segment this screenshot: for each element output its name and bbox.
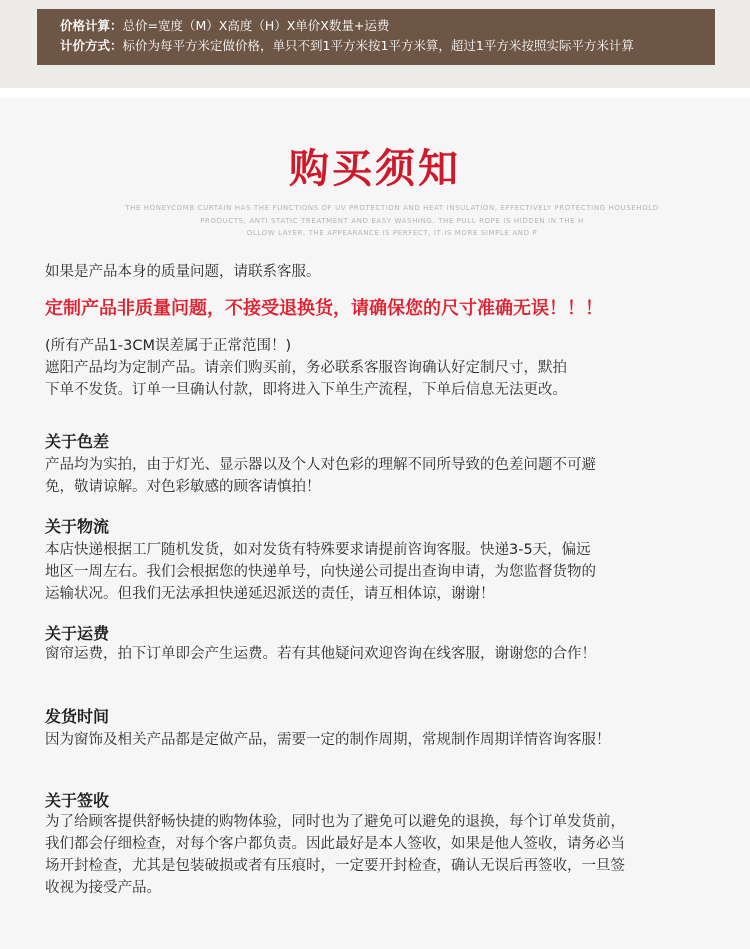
section-heading-shipping-fee: 关于运费 [45, 624, 110, 643]
section-line: 收视为接受产品。 [45, 880, 161, 896]
section-line: 我们都会仔细检查，对每个客户都负责。因此最好是本人签收，如果是他人签收，请务必当 [45, 836, 625, 852]
section-heading-logistics: 关于物流 [45, 517, 110, 536]
section-separator [0, 88, 750, 98]
section-body-logistics [45, 539, 705, 605]
section-line: 运输状况。但我们无法承担快递延迟派送的责任，请互相体谅，谢谢！ [45, 586, 495, 602]
page-title: 购买须知 [289, 146, 461, 192]
section-heading-sign-for-receipt: 关于签收 [45, 791, 110, 810]
section-body-color-difference [45, 454, 705, 498]
section-body-delivery-time [45, 729, 705, 751]
section-body-sign-for-receipt [45, 811, 705, 899]
english-subtitle: THE HONEYCOMB CURTAIN HAS THE FUNCTIONS OF UV PROTECTION AND HEAT INSULATION, EFFECTIVELY PROTECTING HOUSEHOLD PRODUCTS, ANTI STATIC TREATMENT AND EASY WASHING. THE PULL ROPE IS HIDDEN IN THE H OLLOW LAYER, THE APPEARANCE IS PERFECT, IT IS MORE SIMPLE AND P [125, 204, 659, 237]
section-line: 场开封检查，尤其是包装破损或者有压痕时，一定要开封检查，确认无误后再签收，一旦签 [45, 858, 625, 874]
section-line: 产品均为实拍，由于灯光、显示器以及个人对色彩的理解不同所导致的色差问题不可避 [45, 457, 596, 473]
no-return-warning: 定制产品非质量问题，不接受退换货，请确保您的尺寸准确无误！！！ [45, 298, 603, 319]
custom-notice-line: 遮阳产品均为定制产品。请亲们购买前，务必联系客服咨询确认好定制尺寸，默拍 [45, 360, 567, 376]
pricing-method-line [60, 36, 715, 56]
section-heading-color-difference: 关于色差 [45, 432, 110, 451]
price-calc-line [60, 16, 715, 36]
quality-note: 如果是产品本身的质量问题，请联系客服。 [45, 264, 321, 280]
custom-notice-line: 下单不发货。订单一旦确认付款，即将进入下单生产流程，下单后信息无法更改。 [45, 382, 567, 398]
price-calc-text: 总价=宽度（M）X高度（H）X单价X数量+运费 [122, 18, 390, 33]
section-line: 为了给顾客提供舒畅快捷的购物体验，同时也为了避免可以避免的退换，每个订单发货前， [45, 814, 625, 830]
section-line: 因为窗饰及相关产品都是定做产品，需要一定的制作周期，常规制作周期详情咨询客服！ [45, 732, 611, 748]
custom-notice-line: (所有产品1-3CM误差属于正常范围！) [45, 338, 292, 354]
custom-product-notice [45, 335, 705, 401]
pricing-banner [37, 9, 715, 65]
pricing-method-label: 计价方式： [60, 38, 123, 53]
purchase-notice-panel [0, 98, 750, 949]
pricing-method-text: 标价为每平方米定做价格，单只不到1平方米按1平方米算，超过1平方米按照实际平方米计算 [122, 38, 634, 53]
section-line: 地区一周左右。我们会根据您的快递单号，向快递公司提出查询申请，为您监督货物的 [45, 564, 596, 580]
section-line: 免，敬请谅解。对色彩敏感的顾客请慎拍！ [45, 479, 321, 495]
section-body-shipping-fee [45, 643, 705, 665]
section-line: 本店快递根据工厂随机发货，如对发货有特殊要求请提前咨询客服。快递3-5天，偏远 [45, 542, 591, 558]
section-heading-delivery-time: 发货时间 [45, 707, 110, 726]
section-line: 窗帘运费，拍下订单即会产生运费。若有其他疑问欢迎咨询在线客服，谢谢您的合作！ [45, 646, 596, 662]
top-band [0, 0, 750, 88]
price-calc-label: 价格计算： [60, 18, 123, 33]
